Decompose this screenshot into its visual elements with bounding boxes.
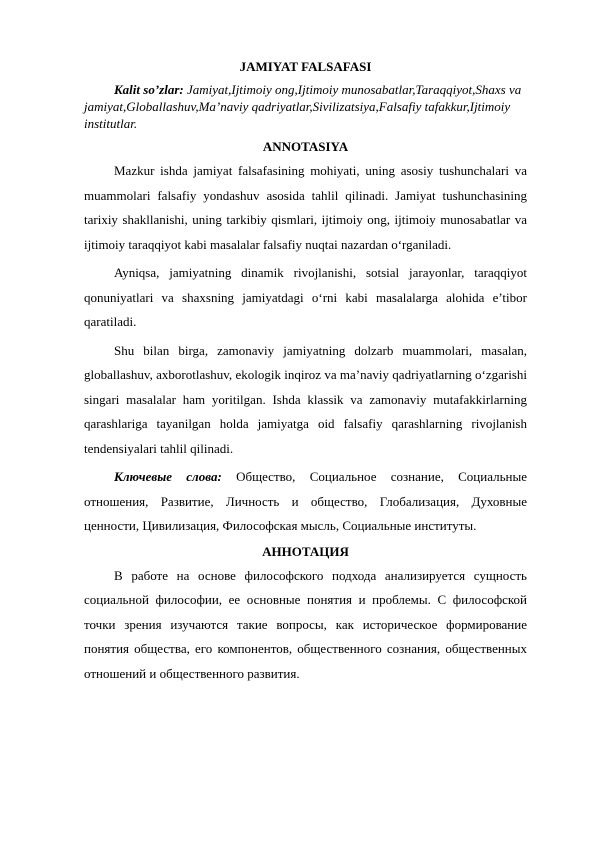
keywords-ru-lead: Ключевые слова:	[114, 469, 222, 484]
annotation-uz-heading: ANNOTASIYA	[262, 139, 349, 154]
keywords-ru	[84, 465, 527, 539]
annotation-ru-paragraph-1: В работе на основе философского подхода анализируется сущность социальной философии, ее основные понятия и проблемы. С философской точки зрения изучаются такие вопросы, как историческое формирование понятия общества, его компонентов, общественного сознания, общественных отношений и общественного развития.	[84, 567, 527, 681]
annotation-uz-paragraph-1: Mazkur ishda jamiyat falsafasining mohiyati, uning asosiy tushunchalari va muammolari falsafiy yondashuv asosida tahlil qilinadi. Jamiyat tushunchasining tarixiy shakllanishi, uning tarkibiy qismlari, ijtimoiy ong, ijtimoiy munosabatlar va ijtimoiy taraqqiyot kabi masalalar falsafiy nuqtai nazardan o‘rganiladi.	[84, 163, 527, 252]
document-page	[84, 58, 527, 690]
document-title: JAMIYAT FALSAFASI	[239, 59, 372, 74]
annotation-uz-paragraph-2: Ayniqsa, jamiyatning dinamik rivojlanishi, sotsial jarayonlar, taraqqiyot qonuniyatlari va shaxsning jamiyatdagi o‘rni kabi masalalarga alohida e’tibor qaratiladi.	[84, 265, 527, 329]
keywords-ru-text: Общество, Социальное сознание, Социальные отношения, Развитие, Личность и общество, Глобализация, Духовные ценности, Цивилизация, Философская мысль, Социальные институты.	[84, 469, 527, 533]
keywords-uz-text: Jamiyat,Ijtimoiy ong,Ijtimoiy munosabatlar,Taraqqiyot,Shaxs va jamiyat,Globallashuv,Ma’naviy qadriyatlar,Sivilizatsiya,Falsafiy tafakkur,Ijtimoiy institutlar.	[84, 82, 522, 131]
keywords-uz	[84, 81, 527, 132]
keywords-uz-lead: Kalit so’zlar:	[114, 82, 184, 97]
annotation-uz-paragraph-3: Shu bilan birga, zamonaviy jamiyatning dolzarb muammolari, masalan, globallashuv, axborotlashuv, ekologik inqiroz va ma’naviy qadriyatlarning o‘zgarishi singari masalalar ham yoritilgan. Ishda klassik va zamonaviy mutafakkirlarning qarashlariga tayanilgan holda jamiyatga oid falsafiy qarashlarning rivojlanish tendensiyalari tahlil qilinadi.	[84, 342, 527, 456]
annotation-ru-heading: АННОТАЦИЯ	[262, 543, 349, 559]
